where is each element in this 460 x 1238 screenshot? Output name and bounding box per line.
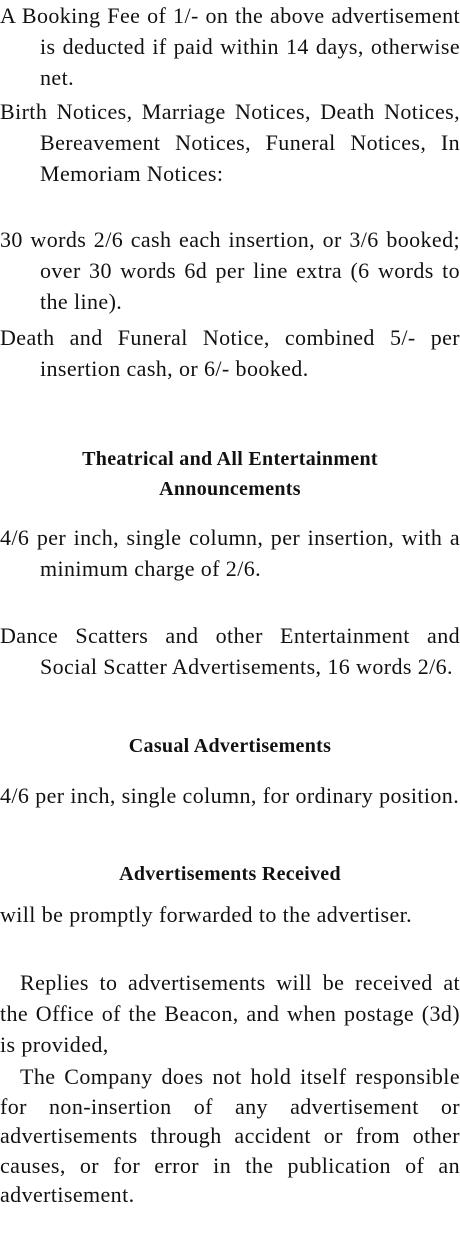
received-heading: Advertisements Received — [119, 863, 341, 885]
word-rate-paragraph: 30 words 2/6 cash each insertion, or 3/6 booked; over 30 words 6d per line extra (6 words to the line). — [0, 227, 460, 314]
notice-types-paragraph: Birth Notices, Marriage Notices, Death Notices, Bereavement Notices, Funeral Notices, In Memoriam Notices: — [0, 99, 460, 186]
casual-heading: Casual Advertisements — [128, 735, 332, 757]
forwarded-paragraph: will be promptly forwarded to the advertiser. — [0, 902, 413, 927]
disclaimer-paragraph: The Company does not hold itself responsible for non-insertion of any advertisement or advertisements through accident or from other causes, or for error in the publication of an advertisement. — [0, 1064, 460, 1207]
theatrical-rate-paragraph: 4/6 per inch, single column, per insertion, with a minimum charge of 2/6. — [0, 525, 460, 581]
dance-scatters-paragraph: Dance Scatters and other Entertainment and Social Scatter Advertisements, 16 words 2/6. — [0, 623, 460, 679]
theatrical-heading: Theatrical and All Entertainment Announcements — [82, 448, 378, 500]
replies-paragraph: Replies to advertisements will be received at the Office of the Beacon, and when postage (3d) is provided, — [0, 970, 460, 1057]
death-funeral-paragraph: Death and Funeral Notice, combined 5/- per insertion cash, or 6/- booked. — [0, 325, 460, 381]
casual-rate-paragraph: 4/6 per inch, single column, for ordinary position. — [0, 783, 460, 808]
booking-fee-paragraph: A Booking Fee of 1/- on the above advertisement is deducted if paid within 14 days, otherwise net. — [0, 3, 460, 90]
